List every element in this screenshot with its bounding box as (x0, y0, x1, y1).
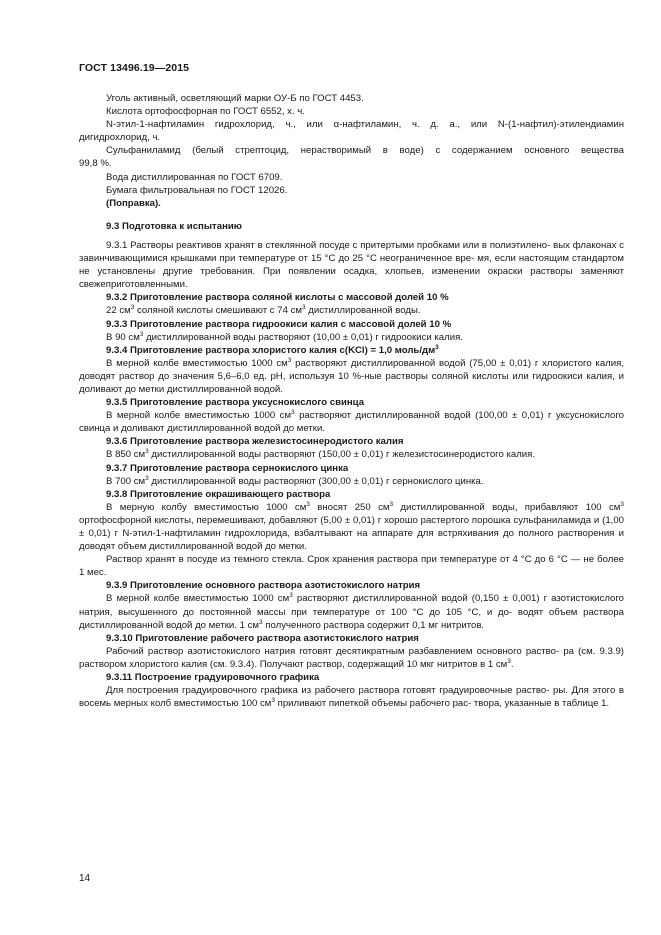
paragraph-9-3-8: В мерную колбу вместимостью 1000 $см^3$ вносят 250 $см^3$ дистиллированной воды, прибавляют 100 $см^3$ ортофосфорной кислоты, перемешивают, добавляют (5,00 ± 0,01) г хорошо растертого порошка сульфаниламида и (1,00 ± 0,01) г N-этил-1-нафтиламин гидрохлорида, взбалтывают на аппарате для встряхивания до полного растворения и доводят объем дистиллированной водой до метки. (79, 500, 624, 553)
section-title: 9.3 Подготовка к испытанию (106, 220, 242, 232)
paragraph-9-3-4: В мерной колбе вместимостью 1000 $см^3$ растворяют дистиллированной водой (75,00 ± 0,01) г хлористого калия, доводят раствор до значения 5,6–6,0 ед. pH, используя 10 %-ные растворы соляной кислоты или гидроокиси калия, и доливают до метки дистиллированной водой. (79, 356, 624, 395)
heading-9-3-8: 9.3.8 Приготовление окрашивающего раствора (106, 488, 331, 500)
heading-9-3-10: 9.3.10 Приготовление рабочего раствора азотистокислого натрия (106, 632, 419, 644)
paragraph-9-3-6: В 850 $см^3$ дистиллированной воды растворяют (150,00 ± 0,01) г железистосинеродистого калия. (106, 448, 536, 461)
paragraph-9-3-9: В мерной колбе вместимостью 1000 $см^3$ растворяют дистиллированной водой (0,150 ± 0,001) г азотистокислого натрия, высушенного до постоянной массы при температуре от 100 °С до 105 °С, и до- водят объем раствора дистиллированной водой до метки. 1 $см^3$ полученного раствора содержит 0,1 мг нитритов. (79, 592, 624, 631)
page-content (79, 92, 624, 710)
heading-9-3-7: 9.3.7 Приготовление раствора сернокислого цинка (106, 462, 349, 474)
paragraph-9-3-1: 9.3.1 Растворы реактивов хранят в стеклянной посуде с притертыми пробками или в полиэтилено- вых флаконах с завинчивающимися крышками при температуре от 15 °С до 25 °С неограниченное вре- мя, если настоящим стандартом не установлены другие требования. При появлении осадка, хлопьев, изменении окраски растворы заменяют свежеприготовленными. (79, 239, 624, 291)
paragraph-9-3-10: Рабочий раствор азотистокислого натрия готовят десятикратным разбавлением основного раство- ра (см. 9.3.9) раствором хлористого калия (см. 9.3.4). Получают раствор, содержащий 10 мкг нитритов в 1 $см^3$. (79, 645, 624, 670)
reagent-activated-carbon: Уголь активный, осветляющий марки ОУ-Б по ГОСТ 4453. (106, 93, 364, 104)
standard-header: ГОСТ 13496.19—2015 (79, 62, 190, 74)
paragraph-9-3-7: В 700 $см^3$ дистиллированной воды растворяют (300,00 ± 0,01) г сернокислого цинка. (106, 474, 484, 487)
heading-9-3-4: 9.3.4 Приготовление раствора хлористого калия c(KCl) = 1,0 моль/$дм^3$ (106, 343, 439, 356)
paragraph-9-3-5: В мерной колбе вместимостью 1000 $см^3$ растворяют дистиллированной водой (100,00 ± 0,01) г уксуснокислого свинца и доливают дистиллированной водой до метки. (79, 409, 624, 435)
paragraph-9-3-3: В 90 $см^3$ дистиллированной воды растворяют (10,00 ± 0,01) г гидроокиси калия. (106, 330, 463, 343)
reagent-phosphoric-acid: Кислота ортофосфорная по ГОСТ 6552, х. ч. (106, 106, 305, 118)
reagent-sulfanilamide-line2: 99,8 %. (79, 158, 112, 170)
reagent-filter-paper: Бумага фильтровальная по ГОСТ 12026. (106, 184, 288, 196)
heading-9-3-9: 9.3.9 Приготовление основного раствора азотистокислого натрия (106, 580, 421, 592)
paragraph-9-3-8-storage: Раствор хранят в посуде из темного стекла. Срок хранения раствора при температуре от 4 °С до 6 °С — не более 1 мес. (79, 554, 624, 579)
heading-9-3-2: 9.3.2 Приготовление раствора соляной кислоты с массовой долей 10 % (106, 292, 449, 304)
heading-9-3-6: 9.3.6 Приготовление раствора железистосинеродистого калия (106, 436, 404, 448)
heading-9-3-11: 9.3.11 Построение градуировочного графика (106, 672, 320, 684)
paragraph-9-3-2: 22 $см^3$ соляной кислоты смешивают с 74 $см^3$ дистиллированной воды. (106, 304, 421, 317)
reagent-sulfanilamide-line1: Сульфаниламид (белый стрептоцид, нерастворимый в воде) с содержанием основного вещества (106, 145, 624, 157)
reagent-distilled-water: Вода дистиллированная по ГОСТ 6709. (106, 171, 283, 183)
page-number: 14 (79, 873, 91, 884)
amendment-note: (Поправка). (106, 197, 161, 209)
heading-9-3-3: 9.3.3 Приготовление раствора гидроокиси калия с массовой долей 10 % (106, 318, 452, 330)
heading-9-3-5: 9.3.5 Приготовление раствора уксуснокислого свинца (106, 397, 365, 409)
reagent-naphthylamine-line2: дигидрохлорид, ч. (79, 132, 161, 144)
paragraph-9-3-11: Для построения градуировочного графика из рабочего раствора готовят градуировочные раство- ры. Для этого в восемь мерных колб вместимостью 100 $см^3$ приливают пипеткой объемы рабочего рас- твора, указанные в таблице 1. (79, 685, 624, 710)
reagent-naphthylamine-line1: N-этил-1-нафтиламин гидрохлорид, ч., или α-нафтиламин, ч. д. а., или N-(1-нафтил)-этилендиамин (106, 119, 624, 131)
